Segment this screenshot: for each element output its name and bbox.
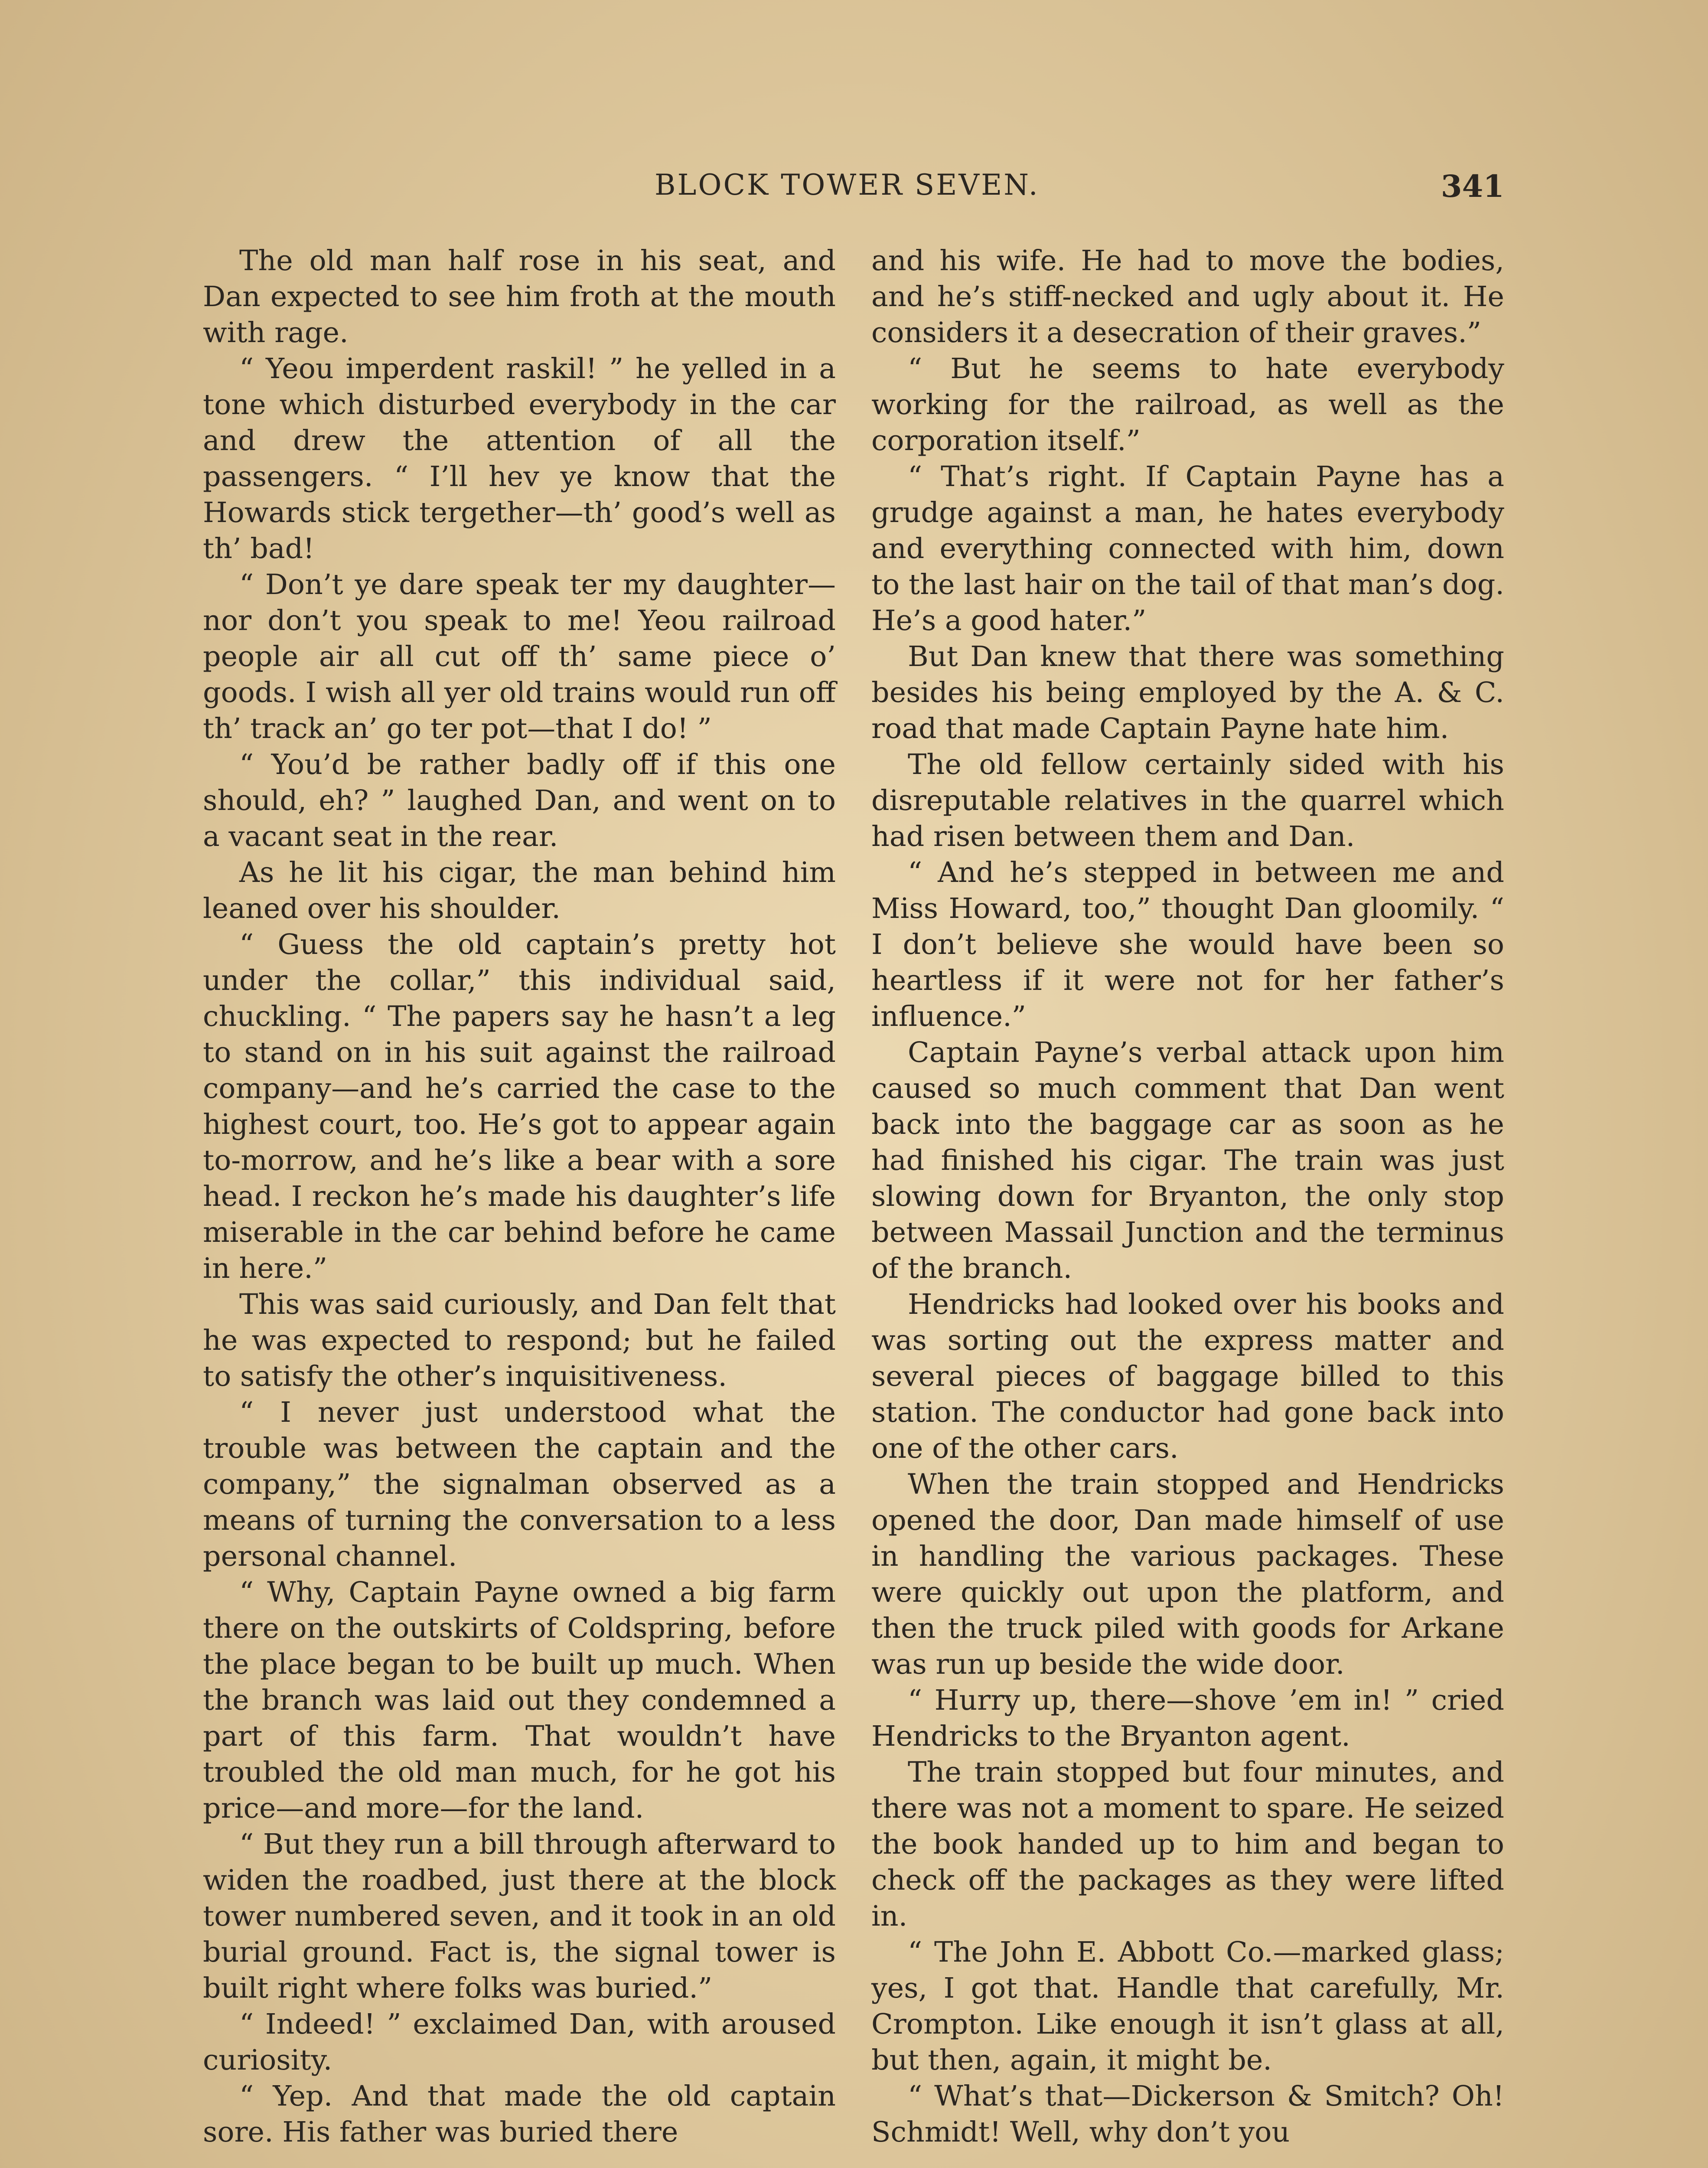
paragraph: But Dan knew that there was something besides his being employed by the A. & C. road that made Captain Payne hate him.: [871, 640, 1504, 745]
paragraph: When the train stopped and Hendricks opened the door, Dan made himself of use in handling the various packages. These were quickly out upon the platform, and then the truck piled with goods for Arkane was run up beside the wide door.: [871, 1468, 1504, 1681]
paragraph: “ Yeou imperdent raskil! ” he yelled in a tone which disturbed everybody in the car and drew the attention of all the passengers. “ I’ll hev ye know that the Howards stick tergether—th’ good’s well as th’ bad!: [203, 353, 836, 565]
paragraph: The old man half rose in his seat, and Dan expected to see him froth at the mouth with rage.: [203, 245, 836, 349]
right-column: [871, 243, 1504, 2168]
paragraph: “ Why, Captain Payne owned a big farm there on the outskirts of Coldspring, before the place began to be built up much. When the branch was laid out they condemned a part of this farm. That wouldn’t have troubled the old man much, for he got his price—and more—for the land.: [203, 1576, 836, 1825]
paragraph: “ That’s right. If Captain Payne has a grudge against a man, he hates everybody and everything connected with him, down to the last hair on the tail of that man’s dog. He’s a good hater.”: [871, 460, 1504, 637]
paragraph: “ But he seems to hate everybody working for the railroad, as well as the corporation itself.”: [871, 353, 1504, 457]
paragraph: “ Hurry up, there—shove ’em in! ” cried Hendricks to the Bryanton agent.: [871, 1684, 1504, 1753]
paragraph: The old fellow certainly sided with his disreputable relatives in the quarrel which had risen between them and Dan.: [871, 748, 1504, 853]
paragraph: “ But they run a bill through afterward to widen the roadbed, just there at the block tower numbered seven, and it took in an old burial ground. Fact is, the signal tower is built right where folks was buried.”: [203, 1828, 836, 2005]
paragraph: “ The John E. Abbott Co.—marked glass; yes, I got that. Handle that carefully, Mr. Crompton. Like enough it isn’t glass at all, but then, again, it might be.: [871, 1936, 1504, 2077]
paragraph: “ Don’t ye dare speak ter my daughter—nor don’t you speak to me! Yeou railroad people air all cut off th’ same piece o’ goods. I wish all yer old trains would run off th’ track an’ go ter pot—that I do! ”: [203, 568, 836, 745]
paragraph: “ I never just understood what the trouble was between the captain and the company,” the signalman observed as a means of turning the conversation to a less personal channel.: [203, 1396, 836, 1573]
running-head: [204, 168, 1504, 207]
paragraph: This was said curiously, and Dan felt that he was expected to respond; but he failed to satisfy the other’s inquisitiveness.: [203, 1288, 836, 1393]
paragraph: “ Guess the old captain’s pretty hot under the collar,” this individual said, chuckling. “ The papers say he hasn’t a leg to stand on in his suit against the railroad company—and he’s carried the case to the highest court, too. He’s got to appear again to-morrow, and he’s like a bear with a sore head. I reckon he’s made his daughter’s life miserable in the car behind before he came in here.”: [203, 928, 836, 1285]
paragraph: As he lit his cigar, the man behind him leaned over his shoulder.: [203, 856, 836, 925]
paragraph: “ Indeed! ” exclaimed Dan, with aroused curiosity.: [203, 2008, 836, 2077]
paragraph: “ And he’s stepped in between me and Miss Howard, too,” thought Dan gloomily. “ I don’t believe she would have been so heartless if it were not for her father’s influence.”: [871, 856, 1504, 1033]
paragraph: Captain Payne’s verbal attack upon him caused so much comment that Dan went back into the baggage car as soon as he had finished his cigar. The train was just slowing down for Bryanton, the only stop between Massail Junction and the terminus of the branch.: [871, 1036, 1504, 1285]
paragraph: “ Yep. And that made the old captain sore. His father was buried there: [203, 2080, 836, 2148]
paragraph: “ What’s that—Dickerson & Smitch? Oh! Schmidt! Well, why don’t you: [871, 2080, 1504, 2148]
left-column: [203, 243, 836, 2168]
paragraph-continued: and his wife. He had to move the bodies, and he’s stiff-necked and ugly about it. He considers it a desecration of their graves.”: [871, 245, 1504, 349]
paragraph: The train stopped but four minutes, and there was not a moment to spare. He seized the book handed up to him and began to check off the packages as they were lifted in.: [871, 1756, 1504, 1933]
paragraph: Hendricks had looked over his books and was sorting out the express matter and several pieces of baggage billed to this station. The conductor had gone back into one of the other cars.: [871, 1288, 1504, 1465]
paragraph: “ You’d be rather badly off if this one should, eh? ” laughed Dan, and went on to a vacant seat in the rear.: [203, 748, 836, 853]
running-title: BLOCK TOWER SEVEN.: [655, 168, 1040, 202]
page-number: 341: [1441, 168, 1504, 204]
